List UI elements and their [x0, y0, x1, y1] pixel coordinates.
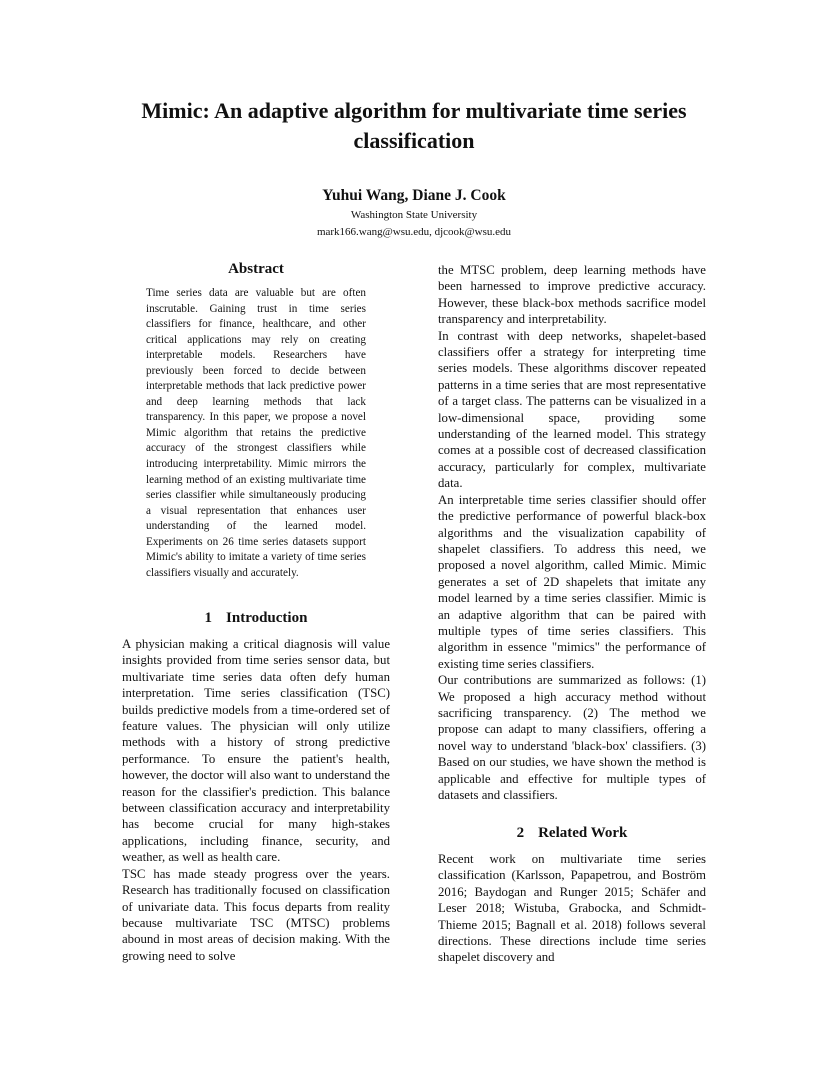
related-work-paragraph: Recent work on multivariate time series classification (Karlsson, Papapetrou, and Boström 2016; Baydogan and Runger 2015; Schäfer and Leser 2018; Wistuba, Grabocka, and Schmidt-Thieme 2015; Bagnall et al. 2018) follows several directions. These directions include time series shapelet discovery and [438, 852, 706, 965]
intro-paragraph: An interpretable time series classifier should offer the predictive performance of powerful black-box algorithms and the visualization capability of shapelet classifiers. To address this need, we proposed a novel algorithm, called Mimic. Mimic generates a set of 2D shapelets that imitate any model learned by a time series classifier. Mimic is an adaptive algorithm that can be paired with multiple types of time series classifiers. This algorithm in essence "mimics" the performance of existing time series classifiers. [438, 492, 706, 671]
section-title: Introduction [226, 610, 308, 626]
introduction-right-column [438, 262, 706, 803]
author-emails: mark166.wang@wsu.edu, djcook@wsu.edu [316, 226, 512, 238]
intro-paragraph: the MTSC problem, deep learning methods have been harnessed to improve predictive accuracy. However, these black-box methods sacrifice model transparency and interpretability. [438, 263, 706, 327]
abstract-text: Time series data are valuable but are often inscrutable. Gaining trust in time series classifiers for finance, healthcare, and other critical applications may rely on creating interpretable models. Researchers have previously been forced to decide between interpretable methods that lack predictive power and deep learning methods that lack transparency. In this paper, we propose a novel Mimic algorithm that retains the predictive accuracy of the strongest classifiers while introducing interpretability. Mimic mirrors the learning method of an existing multivariate time series classifier while simultaneously producing a visual representation that enhances user understanding of the learned model. Experiments on 26 time series datasets support Mimic's ability to imitate a variety of time series classifiers visually and accurately. [146, 287, 366, 579]
introduction-heading [122, 608, 390, 628]
section-number: 2 [516, 825, 525, 841]
section-number: 1 [204, 610, 213, 626]
intro-paragraph: TSC has made steady progress over the years. Research has traditionally focused on classification of univariate data. This focus departs from reality because multivariate TSC (MTSC) problems abound in most areas of decision making. With the growing need to solve [122, 866, 390, 963]
intro-paragraph: In contrast with deep networks, shapelet-based classifiers offer a strategy for interpreting time series models. These algorithms discover repeated patterns in a time series that are most representative of a target class. The patterns can be visualized in a low-dimensional space, providing some understanding of the learned model. This strategy comes at a possible cost of decreased classification accuracy, particularly for complex, multivariate data. [438, 328, 706, 491]
paper-title: Mimic: An adaptive algorithm for multivariate time series classification [141, 98, 687, 153]
paper-authors: Yuhui Wang, Diane J. Cook [322, 187, 506, 204]
section-title: Related Work [538, 825, 628, 841]
related-work-column [438, 851, 706, 966]
abstract-heading: Abstract [228, 261, 284, 277]
introduction-left-column [122, 636, 390, 964]
author-affiliation: Washington State University [350, 209, 478, 221]
intro-paragraph: A physician making a critical diagnosis will value insights provided from time series sensor data, but multivariate time series data often defy human interpretation. Time series classification (TSC) builds predictive models from a time-ordered set of feature values. The physician will only utilize methods with a history of strong predictive performance. To ensure the patient's health, however, the doctor will also want to understand the reason for the classifier's prediction. This balance between classification accuracy and interpretability has become crucial for many high-stakes applications, including finance, security, and weather, as well as health care. [122, 637, 390, 865]
intro-paragraph: Our contributions are summarized as follows: (1) We proposed a high accuracy method without sacrificing transparency. (2) The method we propose can adapt to many classifiers, offering a novel way to understand 'black-box' classifiers. (3) Based on our studies, we have shown the method is applicable and effective for multiple types of datasets and classifiers. [438, 673, 706, 802]
related-work-heading [438, 823, 706, 843]
